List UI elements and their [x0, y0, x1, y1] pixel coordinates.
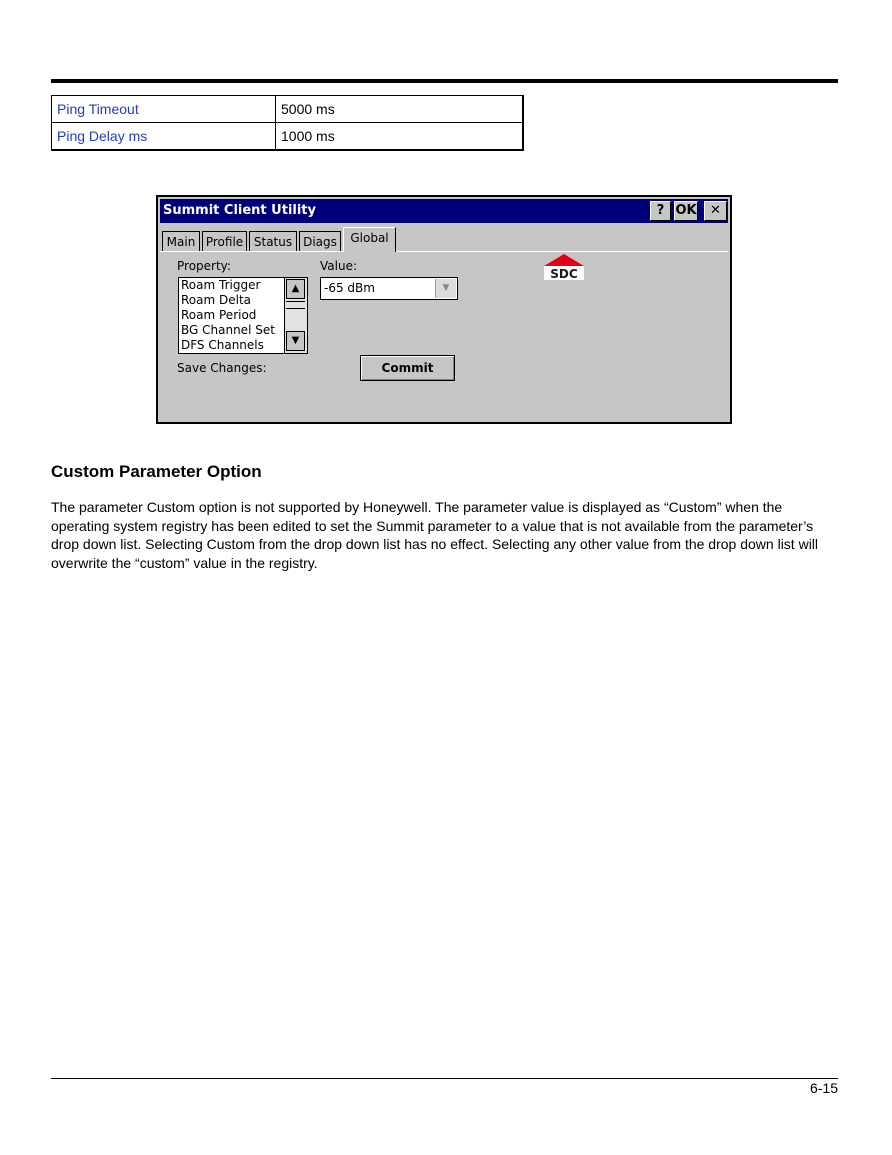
page-number: 6-15: [809, 1080, 838, 1096]
logo-text: SDC: [550, 267, 578, 281]
list-item[interactable]: Roam Trigger: [181, 278, 261, 292]
ok-button[interactable]: OK: [674, 201, 698, 221]
parameter-value: 1000 ms: [276, 123, 524, 151]
parameter-name[interactable]: Ping Timeout: [52, 96, 276, 123]
title-bar: [160, 199, 728, 223]
scroll-down-icon[interactable]: ▼: [286, 331, 305, 351]
value-dropdown[interactable]: [320, 277, 458, 300]
table-row: [52, 123, 524, 151]
summit-client-utility-window: [156, 195, 732, 424]
list-item[interactable]: BG Channel Set: [181, 323, 275, 337]
sdc-logo-icon: [542, 252, 586, 282]
value-label: Value:: [320, 259, 357, 273]
list-item[interactable]: DFS Channels: [181, 338, 264, 352]
help-button[interactable]: ?: [650, 201, 671, 221]
scrollbar[interactable]: [284, 278, 307, 353]
section-heading: Custom Parameter Option: [51, 462, 262, 481]
commit-button[interactable]: Commit: [360, 355, 455, 381]
parameter-value: 5000 ms: [276, 96, 524, 123]
scroll-up-icon[interactable]: ▲: [286, 279, 305, 299]
scroll-thumb[interactable]: [286, 301, 305, 309]
value-dropdown-selected: -65 dBm: [324, 281, 375, 295]
chevron-down-icon[interactable]: ▼: [435, 279, 456, 298]
parameter-name[interactable]: Ping Delay ms: [52, 123, 276, 151]
property-listbox[interactable]: [178, 277, 308, 354]
header-rule: [51, 79, 838, 83]
list-item[interactable]: Roam Period: [181, 308, 257, 322]
table-row: [52, 96, 524, 123]
close-button[interactable]: ✕: [704, 201, 727, 221]
footer-rule: [51, 1078, 838, 1079]
tab-diags[interactable]: Diags: [299, 231, 341, 251]
tab-status[interactable]: Status: [249, 231, 297, 251]
tab-profile[interactable]: Profile: [202, 231, 247, 251]
tab-main[interactable]: Main: [162, 231, 200, 251]
section-paragraph: The parameter Custom option is not supported by Honeywell. The parameter value is displayed as “Custom” when the operating system registry has been edited to set the Summit parameter to a value that is not available from the parameter’s drop down list. Selecting Custom from the drop down list has no effect. Selecting any other value from the drop down list will overwrite the “custom” value in the registry.: [51, 499, 819, 571]
property-label: Property:: [177, 259, 231, 273]
save-changes-label: Save Changes:: [177, 361, 267, 375]
tab-global[interactable]: Global: [343, 227, 396, 252]
list-item[interactable]: Roam Delta: [181, 293, 252, 307]
parameter-table: [51, 95, 524, 151]
window-title: Summit Client Utility: [163, 203, 316, 218]
